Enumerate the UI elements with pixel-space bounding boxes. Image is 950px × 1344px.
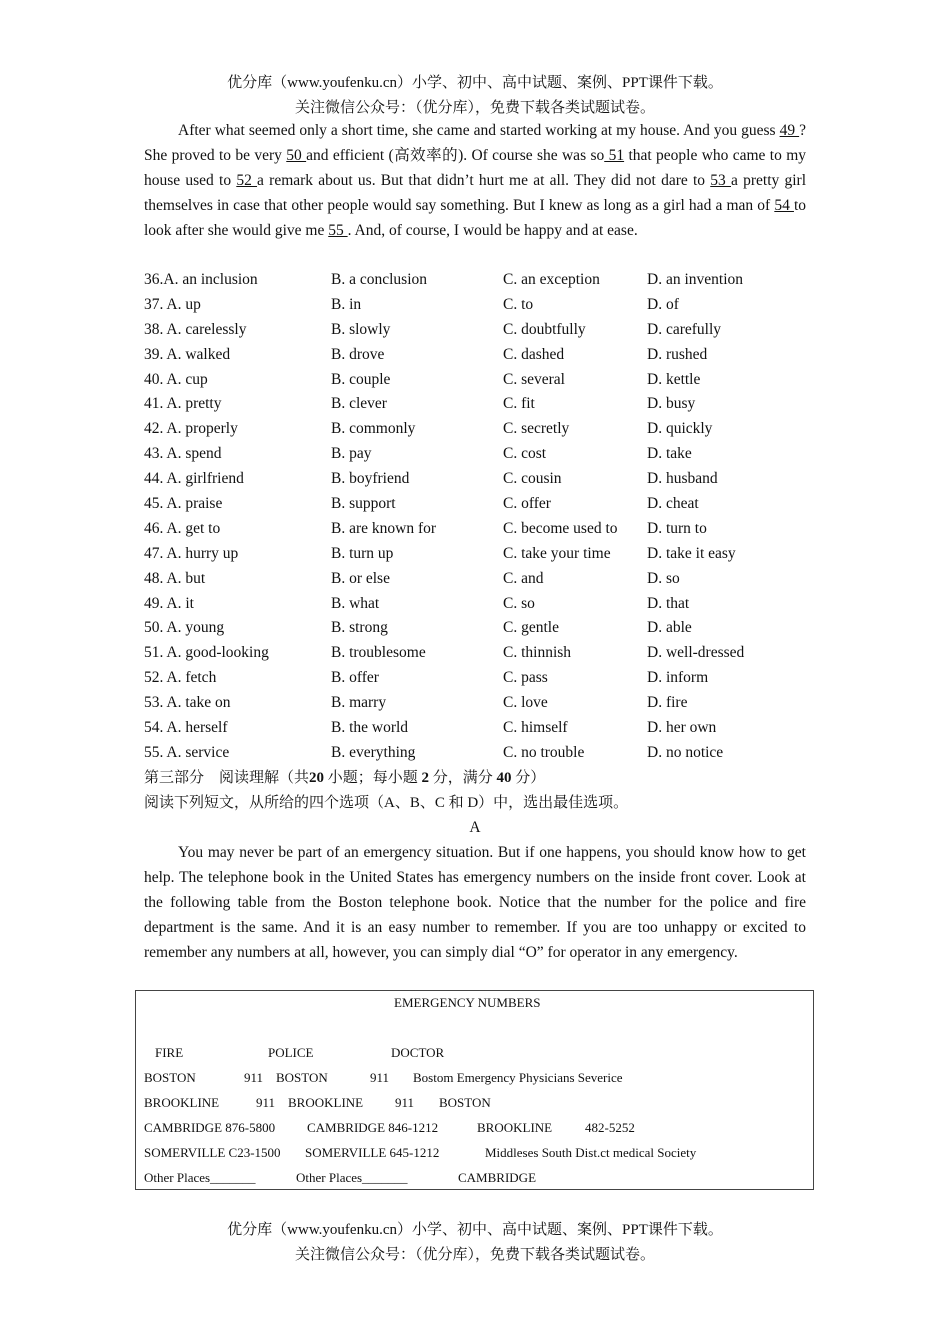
option-row bbox=[144, 592, 806, 617]
blank-53: 53 bbox=[710, 171, 731, 189]
option-d: D. cheat bbox=[647, 495, 699, 513]
option-c: C. to bbox=[503, 295, 534, 313]
option-d: D. well-dressed bbox=[647, 644, 745, 662]
cloze-text: a pretty girl themselves in case that other people would say something. But I knew as long as a girl had a man of bbox=[144, 171, 807, 214]
total-points: 40 bbox=[496, 770, 512, 786]
option-b: B. marry bbox=[331, 694, 387, 712]
blank-54: 54 bbox=[774, 196, 794, 214]
option-a: 46. A. get to bbox=[144, 519, 221, 537]
option-b: B. couple bbox=[331, 370, 391, 388]
option-row bbox=[144, 268, 806, 293]
table-cell: SOMERVILLE C23-1500 bbox=[144, 1145, 281, 1160]
option-a: 47. A. hurry up bbox=[144, 544, 239, 562]
option-a: 36.A. an inclusion bbox=[144, 271, 258, 288]
option-row bbox=[144, 368, 806, 393]
table-cell: Middleses South Dist.ct medical Society bbox=[485, 1145, 697, 1160]
option-a: 39. A. walked bbox=[144, 345, 231, 363]
option-b: B. support bbox=[331, 495, 396, 513]
option-a: 41. A. pretty bbox=[144, 395, 222, 413]
header-police: POLICE bbox=[268, 1045, 314, 1060]
table-cell: SOMERVILLE 645-1212 bbox=[305, 1145, 440, 1160]
option-a: 52. A. fetch bbox=[144, 669, 217, 687]
table-cell: Bostom Emergency Physicians Severice bbox=[413, 1070, 623, 1085]
option-a: 49. A. it bbox=[144, 594, 194, 612]
option-a: 48. A. but bbox=[144, 569, 206, 587]
table-cell: CAMBRIDGE bbox=[458, 1170, 537, 1185]
option-d: D. so bbox=[647, 569, 680, 587]
table-cell: CAMBRIDGE 876-5800 bbox=[144, 1120, 276, 1135]
question-count: 20 bbox=[309, 770, 325, 786]
option-row bbox=[144, 616, 806, 641]
option-d: D. fire bbox=[647, 694, 688, 712]
option-c: C. fit bbox=[503, 395, 535, 413]
passage-a-label: A bbox=[469, 819, 481, 836]
table-title: EMERGENCY NUMBERS bbox=[394, 995, 541, 1010]
option-d: D. husband bbox=[647, 470, 718, 488]
option-c: C. thinnish bbox=[503, 644, 572, 662]
page-header-line1: 优分库（www.youfenku.cn）小学、初中、高中试题、案例、PPT课件下载。 bbox=[227, 75, 723, 91]
page-footer-line1: 优分库（www.youfenku.cn）小学、初中、高中试题、案例、PPT课件下载。 bbox=[227, 1222, 723, 1238]
cloze-text: ? She proved to be very bbox=[144, 122, 806, 164]
option-b: B. the world bbox=[331, 719, 409, 737]
option-a: 42. A. properly bbox=[144, 420, 238, 438]
option-c: C. secretly bbox=[503, 420, 570, 438]
option-row bbox=[144, 343, 806, 368]
table-cell: 482-5252 bbox=[585, 1120, 635, 1135]
option-c: C. several bbox=[503, 370, 565, 388]
option-a: 50. A. young bbox=[144, 619, 225, 637]
option-d: D. an invention bbox=[647, 271, 743, 288]
option-b: B. offer bbox=[331, 669, 379, 687]
option-b: B. everything bbox=[331, 743, 416, 761]
option-c: C. cousin bbox=[503, 470, 562, 488]
option-a: 53. A. take on bbox=[144, 694, 231, 712]
option-b: B. a conclusion bbox=[331, 271, 427, 288]
table-cell: 911 bbox=[244, 1070, 264, 1085]
option-row bbox=[144, 666, 806, 691]
option-b: B. commonly bbox=[331, 420, 416, 438]
table-cell: CAMBRIDGE 846-1212 bbox=[307, 1120, 439, 1135]
cloze-paragraph bbox=[144, 119, 806, 244]
table-cell: BOSTON bbox=[144, 1070, 196, 1085]
cloze-text: and efficient (高效率的). Of course she was so bbox=[306, 146, 605, 164]
option-d: D. that bbox=[647, 594, 690, 612]
table-cell: BOSTON bbox=[276, 1070, 328, 1085]
option-d: D. rushed bbox=[647, 345, 708, 363]
option-a: 40. A. cup bbox=[144, 370, 208, 388]
table-cell: 911 bbox=[395, 1095, 415, 1110]
option-b: B. pay bbox=[331, 445, 372, 463]
option-c: C. dashed bbox=[503, 345, 565, 363]
header-doctor: DOCTOR bbox=[391, 1045, 445, 1060]
blank-51: 51 bbox=[604, 146, 625, 164]
header-fire: FIRE bbox=[155, 1045, 184, 1060]
option-b: B. or else bbox=[331, 569, 390, 587]
option-row bbox=[144, 517, 806, 542]
cloze-passage-end bbox=[144, 119, 806, 244]
option-b: B. in bbox=[331, 295, 362, 313]
option-c: C. cost bbox=[503, 445, 547, 463]
option-d: D. inform bbox=[647, 669, 709, 687]
option-c: C. doubtfully bbox=[503, 320, 586, 338]
option-row bbox=[144, 293, 806, 318]
option-row bbox=[144, 567, 806, 592]
option-c: C. love bbox=[503, 694, 548, 712]
option-a: 45. A. praise bbox=[144, 495, 223, 513]
option-row bbox=[144, 467, 806, 492]
option-row bbox=[144, 741, 806, 766]
option-a: 37. A. up bbox=[144, 295, 201, 313]
option-b: B. are known for bbox=[331, 519, 437, 537]
option-b: B. clever bbox=[331, 395, 387, 413]
option-c: C. an exception bbox=[503, 271, 600, 288]
table-cell: BROOKLINE bbox=[288, 1095, 364, 1110]
option-row bbox=[144, 691, 806, 716]
section-3-text: 分，满分 bbox=[429, 770, 497, 786]
option-d: D. take bbox=[647, 445, 692, 463]
cloze-text: that people who came to my house used to bbox=[144, 146, 806, 189]
option-d: D. no notice bbox=[647, 743, 724, 761]
option-row bbox=[144, 318, 806, 343]
emergency-numbers-table bbox=[135, 990, 814, 1190]
option-c: C. so bbox=[503, 594, 535, 612]
option-d: D. her own bbox=[647, 719, 717, 737]
option-c: C. and bbox=[503, 569, 544, 587]
table-cell: BROOKLINE bbox=[477, 1120, 553, 1135]
option-b: B. what bbox=[331, 594, 380, 612]
cloze-text: to look after she would give me bbox=[144, 196, 807, 239]
option-b: B. turn up bbox=[331, 544, 394, 562]
option-a: 38. A. carelessly bbox=[144, 320, 247, 338]
passage-a bbox=[144, 841, 806, 966]
option-d: D. kettle bbox=[647, 370, 701, 388]
option-row bbox=[144, 417, 806, 442]
option-row bbox=[144, 442, 806, 467]
table-cell: Other Places_______ bbox=[296, 1170, 408, 1185]
option-row bbox=[144, 716, 806, 741]
option-d: D. take it easy bbox=[647, 544, 736, 562]
option-b: B. drove bbox=[331, 345, 385, 363]
page-footer-line2: 关注微信公众号：（优分库），免费下载各类试题试卷。 bbox=[294, 1247, 655, 1263]
option-row bbox=[144, 641, 806, 666]
option-c: C. take your time bbox=[503, 544, 611, 562]
table-cell: Other Places_______ bbox=[144, 1170, 256, 1185]
option-b: B. strong bbox=[331, 619, 388, 637]
option-b: B. boyfriend bbox=[331, 470, 410, 488]
option-a: 44. A. girlfriend bbox=[144, 470, 244, 488]
option-row bbox=[144, 492, 806, 517]
blank-55: 55 bbox=[328, 221, 348, 239]
table-cell: BROOKLINE bbox=[144, 1095, 220, 1110]
option-a: 54. A. herself bbox=[144, 719, 228, 737]
option-c: C. gentle bbox=[503, 619, 559, 637]
section-3-text: 分） bbox=[511, 770, 546, 786]
cloze-text: After what seemed only a short time, she came and started working at my house. And you guess bbox=[178, 122, 780, 139]
option-d: D. turn to bbox=[647, 519, 707, 537]
section-3-text: 小题；每小题 bbox=[324, 770, 422, 786]
option-d: D. able bbox=[647, 619, 692, 637]
blank-52: 52 bbox=[236, 171, 258, 189]
option-d: D. busy bbox=[647, 395, 696, 413]
option-d: D. carefully bbox=[647, 320, 722, 338]
option-a: 51. A. good-looking bbox=[144, 644, 269, 662]
passage-a-text: You may never be part of an emergency situation. But if one happens, you should know how to get help. The telephone book in the United States has emergency numbers on the inside front cover. Look at the following table from the Boston telephone book. Notice that the number for the police and fire department is the same. And it is an easy number to remember. If you are too unhappy or excited to remember any numbers at all, however, you can simply dial “O” for operator in any emergency. bbox=[144, 844, 806, 961]
option-d: D. quickly bbox=[647, 420, 713, 438]
option-c: C. offer bbox=[503, 495, 551, 513]
option-row bbox=[144, 542, 806, 567]
blank-50: 50 bbox=[286, 146, 307, 164]
option-c: C. become used to bbox=[503, 519, 618, 537]
answer-options-list bbox=[144, 268, 806, 766]
table-cell: 911 bbox=[256, 1095, 276, 1110]
option-c: C. himself bbox=[503, 719, 568, 737]
option-b: B. troublesome bbox=[331, 644, 426, 662]
table-cell: 911 bbox=[370, 1070, 390, 1085]
option-row bbox=[144, 392, 806, 417]
option-a: 55. A. service bbox=[144, 743, 230, 761]
reading-instruction: 阅读下列短文，从所给的四个选项（A、B、C 和 D）中，选出最佳选项。 bbox=[144, 795, 629, 811]
option-d: D. of bbox=[647, 295, 679, 313]
option-b: B. slowly bbox=[331, 320, 391, 338]
section-3-text: 第三部分 阅读理解（共 bbox=[144, 770, 310, 786]
table-cell: BOSTON bbox=[439, 1095, 491, 1110]
option-c: C. pass bbox=[503, 669, 548, 687]
section-3-heading bbox=[144, 768, 545, 788]
page-header-line2: 关注微信公众号：（优分库），免费下载各类试题试卷。 bbox=[294, 100, 655, 116]
option-a: 43. A. spend bbox=[144, 445, 222, 463]
option-c: C. no trouble bbox=[503, 743, 585, 761]
cloze-text: a remark about us. But that didn’t hurt me at all. They did not dare to bbox=[257, 171, 711, 189]
points-per-question: 2 bbox=[421, 770, 430, 786]
blank-49: 49 bbox=[779, 122, 800, 139]
cloze-text: . And, of course, I would be happy and at ease. bbox=[347, 221, 638, 239]
